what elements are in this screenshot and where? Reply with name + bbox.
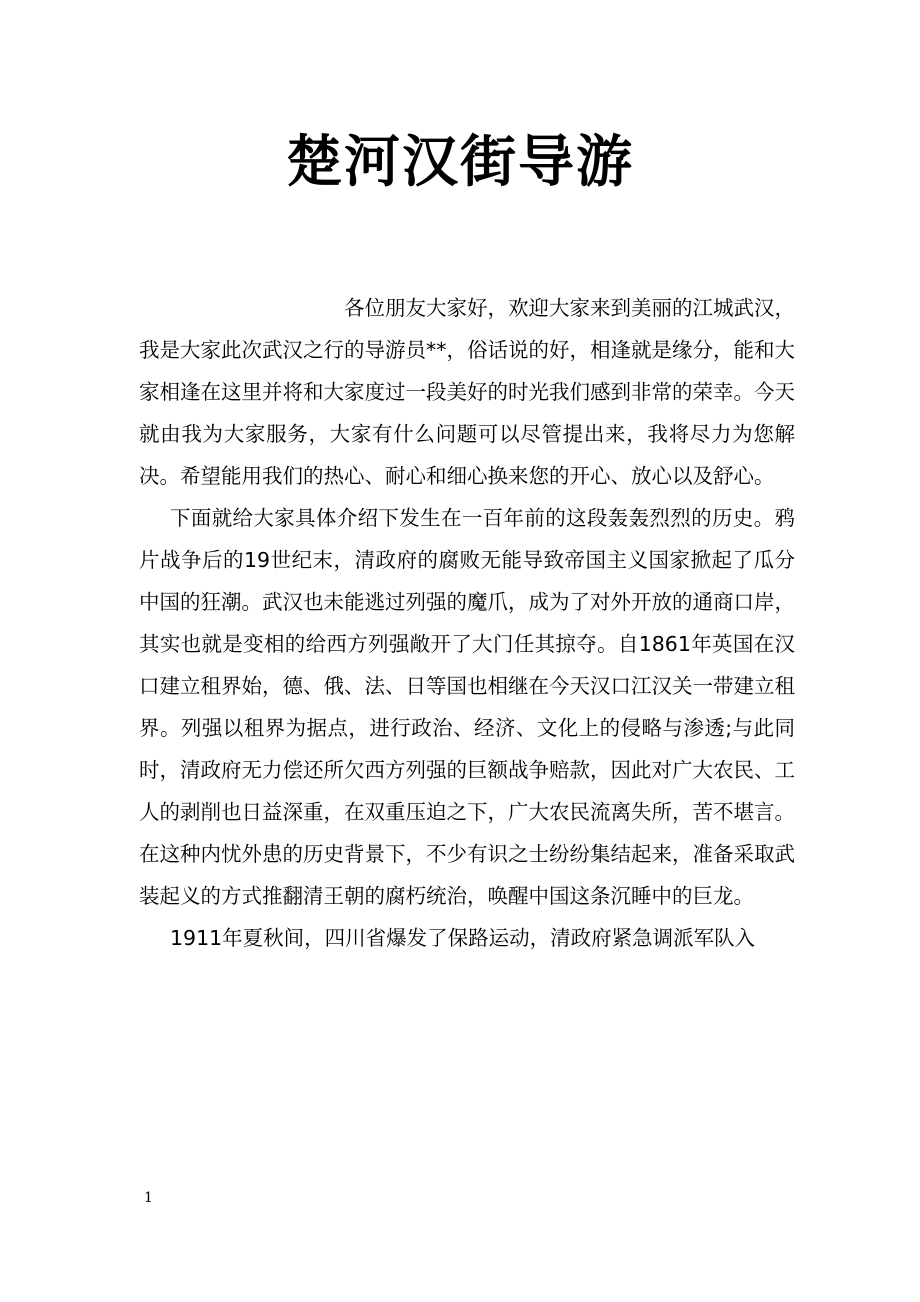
paragraph-greeting: 各位朋友大家好，欢迎大家来到美丽的江城武汉，我是大家此次武汉之行的导游员**，俗话说的好，相逢就是缘分，能和大家相逢在这里并将和大家度过一段美好的时光我们感到非常的荣幸。今天就由我为大家服务，大家有什么问题可以尽管提出来，我将尽力为您解决。希望能用我们的热心、耐心和细心换来您的开心、放心以及舒心。	[139, 296, 795, 488]
document-title: 楚河汉街导游	[286, 130, 634, 195]
document-body	[139, 287, 795, 959]
paragraph-history: 下面就给大家具体介绍下发生在一百年前的这段轰轰烈烈的历史。鸦片战争后的19世纪末，清政府的腐败无能导致帝国主义国家掀起了瓜分中国的狂潮。武汉也未能逃过列强的魔爪，成为了对外开放的通商口岸，其实也就是变相的给西方列强敞开了大门任其掠夺。自1861年英国在汉口建立租界始，德、俄、法、日等国也相继在今天汉口江汉关一带建立租界。列强以租界为据点，进行政治、经济、文化上的侵略与渗透;与此同时，清政府无力偿还所欠西方列强的巨额战争赔款，因此对广大农民、工人的剥削也日益深重，在双重压迫之下，广大农民流离失所，苦不堪言。在这种内忧外患的历史背景下，不少有识之士纷纷集结起来，准备采取武装起义的方式推翻清王朝的腐朽统治，唤醒中国这条沉睡中的巨龙。	[139, 506, 795, 908]
page-number: 1	[144, 1190, 153, 1206]
paragraph-1911: 1911年夏秋间，四川省爆发了保路运动，清政府紧急调派军队入	[170, 926, 756, 950]
